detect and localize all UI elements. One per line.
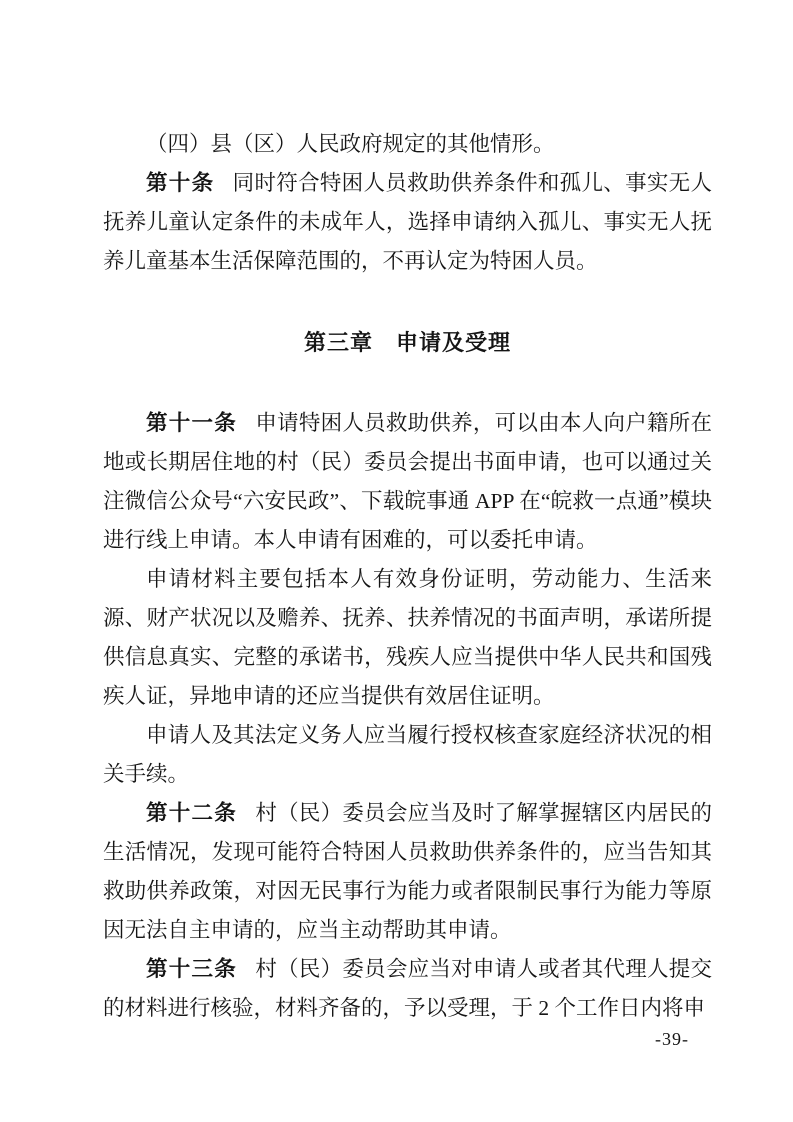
clause-item-four: （四）县（区）人民政府规定的其他情形。 xyxy=(146,132,555,156)
article-10-number: 第十条 xyxy=(146,171,215,195)
article-13-paragraph xyxy=(103,950,712,1028)
article-12-text: 村（民）委员会应当及时了解掌握辖区内居民的生活情况，发现可能符合特困人员救助供养条件的，应当告知其救助供养政策，对因无民事行为能力或者限制民事行为能力等原因无法自主申请的，应当主动帮助其申请。 xyxy=(103,801,712,942)
article-10-text: 同时符合特困人员救助供养条件和孤儿、事实无人抚养儿童认定条件的未成年人，选择申请纳入孤儿、事实无人抚养儿童基本生活保障范围的，不再认定为特困人员。 xyxy=(103,171,712,273)
article-11-text-1: 申请特困人员救助供养，可以由本人向户籍所在地或长期居住地的村（民）委员会提出书面申请，也可以通过关注微信公众号“六安民政”、下载皖事通 APP 在“皖救一点通”模块进行线上申请。本人申请有困难的，可以委托申请。 xyxy=(103,411,712,552)
article-11-number: 第十一条 xyxy=(146,411,238,435)
chapter-heading: 第三章 申请及受理 xyxy=(303,330,511,355)
document-body xyxy=(103,125,712,1028)
article-13-text: 村（民）委员会应当对申请人或者其代理人提交的材料进行核验，材料齐备的，予以受理，于 2 个工作日内将申 xyxy=(103,957,712,1020)
article-12-paragraph xyxy=(103,794,712,950)
article-11-paragraph-2: 申请材料主要包括本人有效身份证明，劳动能力、生活来源、财产状况以及赡养、抚养、扶养情况的书面声明，承诺所提供信息真实、完整的承诺书，残疾人应当提供中华人民共和国残疾人证，异地申请的还应当提供有效居住证明。 xyxy=(103,567,712,708)
article-12-number: 第十二条 xyxy=(146,801,238,825)
article-10-paragraph xyxy=(103,164,712,281)
article-11-paragraph-1 xyxy=(103,404,712,560)
page-number: -39- xyxy=(655,1029,689,1049)
article-13-number: 第十三条 xyxy=(146,957,238,981)
article-11-paragraph-3: 申请人及其法定义务人应当履行授权核查家庭经济状况的相关手续。 xyxy=(103,723,712,786)
